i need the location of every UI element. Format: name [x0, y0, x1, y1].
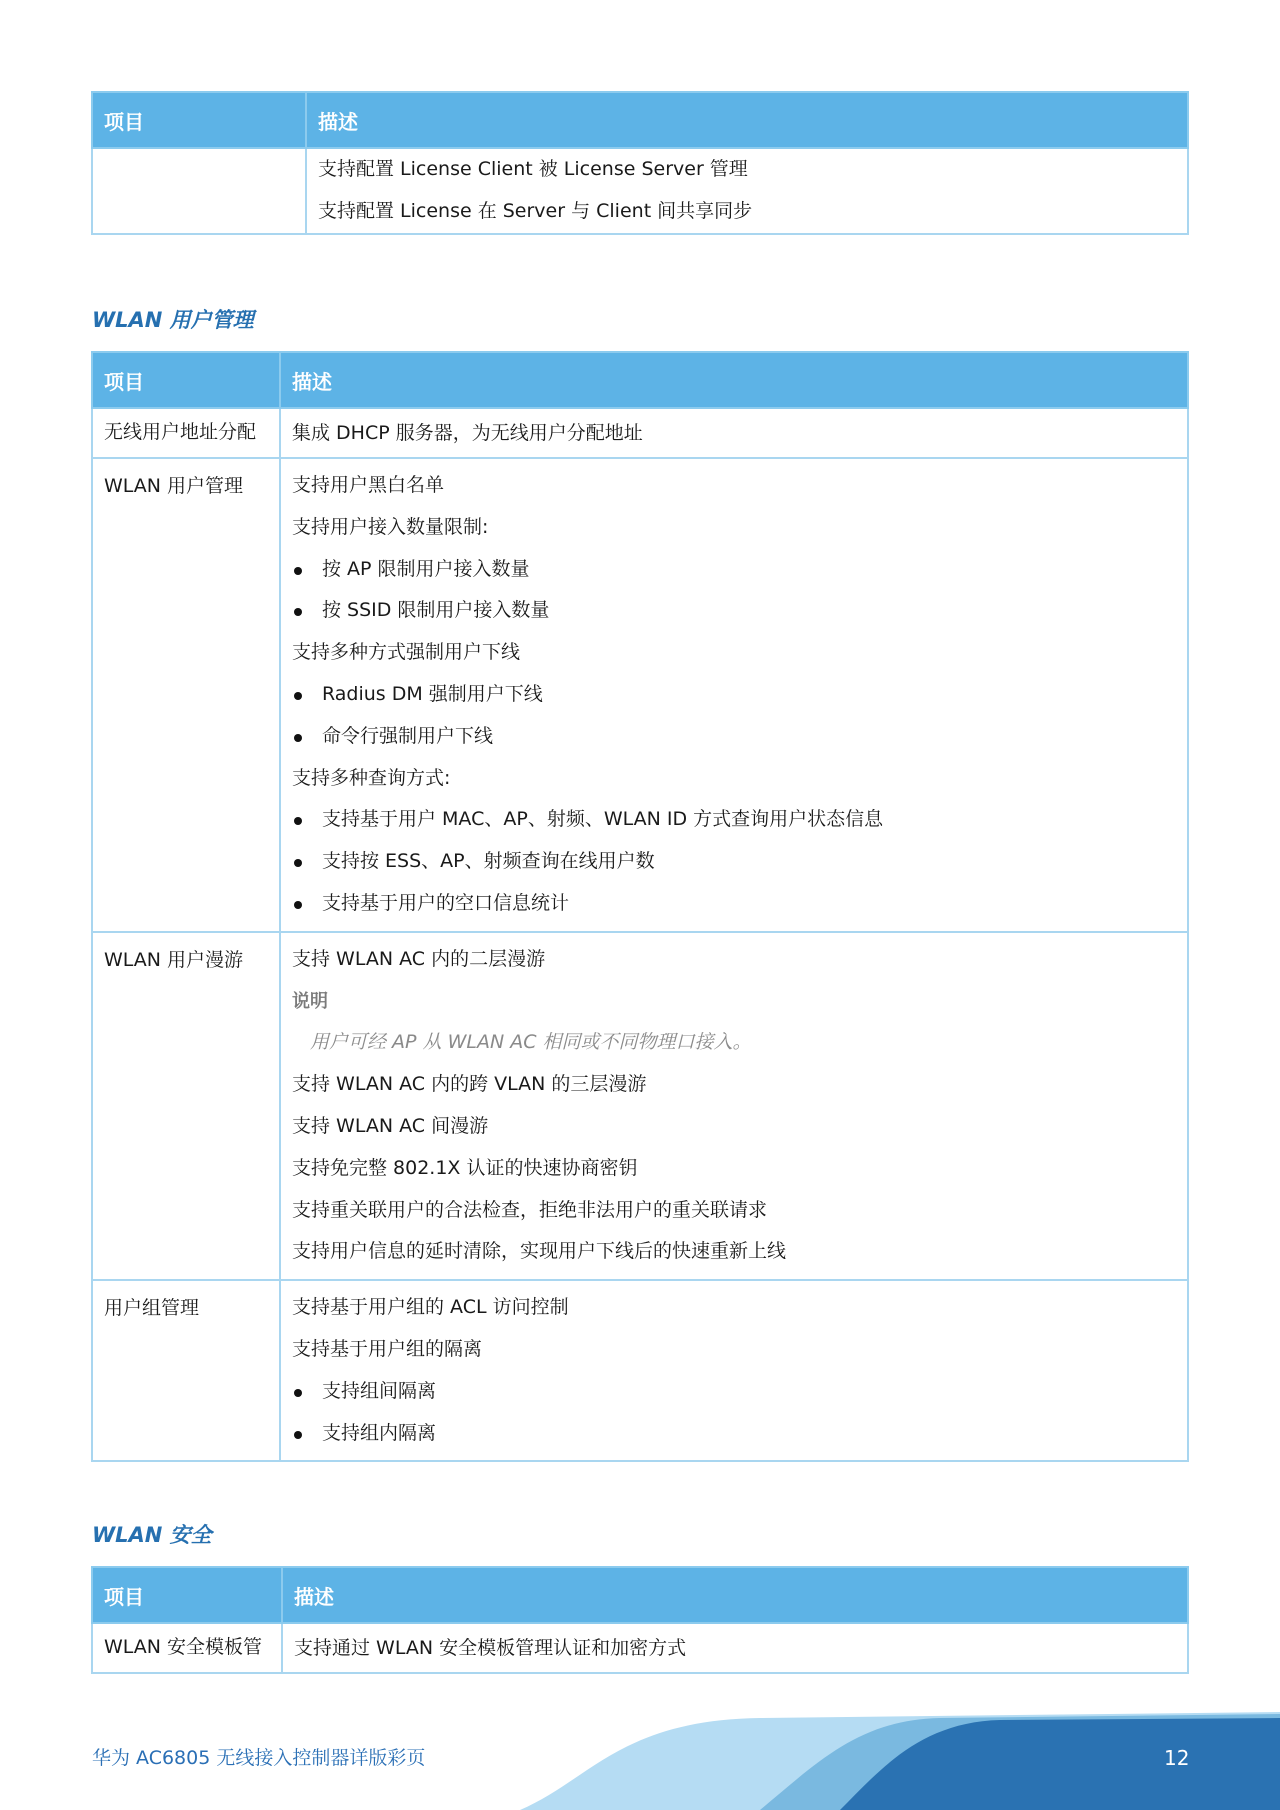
desc-cell: [280, 1280, 1188, 1461]
note-title: 说明: [292, 990, 328, 1012]
table-header-row: [92, 352, 1188, 408]
item-cell: WLAN 安全模板管: [92, 1623, 282, 1673]
desc-line: 支持通过 WLAN 安全模板管理认证和加密方式: [294, 1637, 687, 1659]
desc-line: 支持配置 License Client 被 License Server 管理: [318, 158, 748, 180]
desc-line: 集成 DHCP 服务器，为无线用户分配地址: [292, 422, 643, 444]
header-item: 项目: [92, 1567, 282, 1623]
header-desc: 描述: [306, 92, 1188, 148]
user-mgmt-table: [91, 351, 1189, 1462]
bullet-item: 支持基于用户的空口信息统计: [292, 883, 1176, 925]
item-cell: WLAN 用户管理: [92, 458, 280, 932]
page-number: 12: [1164, 1746, 1190, 1770]
section-title-user-mgmt: WLAN 用户管理: [92, 308, 254, 332]
table-row: [92, 148, 1188, 234]
bullet-item: 按 AP 限制用户接入数量: [292, 549, 1176, 591]
desc-line: 支持用户黑白名单: [292, 474, 445, 496]
table-header-row: [92, 92, 1188, 148]
header-item: 项目: [92, 352, 280, 408]
header-desc: 描述: [282, 1567, 1188, 1623]
bullet-item: 支持按 ESS、AP、射频查询在线用户数: [292, 841, 1176, 883]
desc-line: 支持 WLAN AC 间漫游: [292, 1114, 489, 1137]
table-row: [92, 408, 1188, 458]
desc-cell: [280, 458, 1188, 932]
desc-line: 支持基于用户组的 ACL 访问控制: [292, 1296, 569, 1319]
header-item: 项目: [92, 92, 306, 148]
license-table: [91, 91, 1189, 235]
desc-line: 支持 WLAN AC 内的跨 VLAN 的三层漫游: [292, 1073, 647, 1096]
table-row: [92, 458, 1188, 932]
table-row: [92, 1623, 1188, 1673]
bullet-item: 支持基于用户 MAC、AP、射频、WLAN ID 方式查询用户状态信息: [292, 799, 1176, 841]
desc-line: 支持用户信息的延时清除，实现用户下线后的快速重新上线: [292, 1240, 787, 1263]
section-title-security: WLAN 安全: [92, 1523, 212, 1547]
table-row: [92, 932, 1188, 1280]
desc-cell: [282, 1623, 1188, 1673]
desc-line: 支持免完整 802.1X 认证的快速协商密钥: [292, 1156, 638, 1179]
item-cell: 用户组管理: [92, 1280, 280, 1461]
desc-line: 支持用户接入数量限制:: [292, 515, 489, 538]
security-table: [91, 1566, 1189, 1674]
desc-line: 支持多种查询方式:: [292, 766, 451, 789]
bullet-item: Radius DM 强制用户下线: [292, 674, 1176, 716]
desc-line: 支持重关联用户的合法检查，拒绝非法用户的重关联请求: [292, 1198, 768, 1221]
desc-line: 支持 WLAN AC 内的二层漫游: [292, 947, 546, 970]
header-desc: 描述: [280, 352, 1188, 408]
desc-line: 支持多种方式强制用户下线: [292, 641, 521, 664]
table-row: [92, 1280, 1188, 1461]
bullet-item: 按 SSID 限制用户接入数量: [292, 590, 1176, 632]
item-cell: WLAN 用户漫游: [92, 932, 280, 1280]
desc-cell: [280, 408, 1188, 458]
item-cell: 无线用户地址分配: [92, 408, 280, 458]
footer-title: 华为 AC6805 无线接入控制器详版彩页: [92, 1747, 426, 1769]
desc-line: 支持配置 License 在 Server 与 Client 间共享同步: [318, 199, 753, 222]
bullet-item: 命令行强制用户下线: [292, 716, 1176, 758]
table-header-row: [92, 1567, 1188, 1623]
note-body: 用户可经 AP 从 WLAN AC 相同或不同物理口接入。: [310, 1031, 752, 1054]
item-cell: [92, 148, 306, 234]
desc-cell: [306, 148, 1188, 234]
bullet-item: 支持组内隔离: [292, 1413, 1176, 1455]
desc-line: 支持基于用户组的隔离: [292, 1337, 483, 1360]
bullet-item: 支持组间隔离: [292, 1371, 1176, 1413]
desc-cell: [280, 932, 1188, 1280]
